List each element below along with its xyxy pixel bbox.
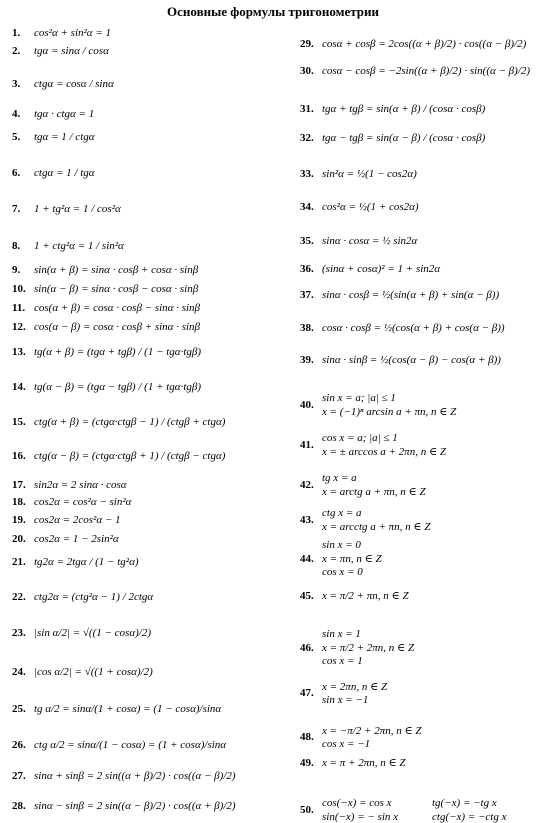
formula-number: 23. [12,627,26,639]
formula-number: 29. [300,38,314,50]
formula-text: cosα − cosβ = −2sin((α + β)/2) · sin((α − β)/2) [322,65,531,77]
formula-cell: cos(−x) = cos x [322,797,392,809]
formula-number: 40. [300,399,314,411]
formula-row [12,591,153,603]
formula-row [300,680,387,706]
formula-number: 26. [12,739,26,751]
formula-number: 11. [12,302,26,314]
formula-number: 13. [12,346,26,358]
formula-row [300,235,417,247]
formula-line: cos x = −1 [322,738,371,750]
formula-text: ctg α/2 = sinα/(1 − cosα) = (1 + cosα)/sinα [34,739,227,751]
formula-text: cos²α + sin²α = 1 [34,27,111,39]
formula-row [300,103,485,115]
formula-text: ctg(α + β) = (ctgα·ctgβ − 1) / (ctgβ + ctgα) [34,416,226,428]
equation-solution-block [322,472,426,498]
equation-solution-block [322,756,406,769]
formula-number: 48. [300,731,314,743]
formula-row [12,283,198,295]
formula-row [300,263,440,275]
formula-row [12,533,119,545]
formula-text: tg2α = 2tgα / (1 − tg²α) [34,556,139,568]
formula-number: 38. [300,322,314,334]
formula-text: 1 + ctg²α = 1 / sin²α [34,240,124,252]
formula-text: tgα − tgβ = sin(α − β) / (cosα · cosβ) [322,132,486,144]
formula-number: 20. [12,533,26,545]
formula-cell: tg(−x) = −tg x [432,797,497,809]
page-title: Основные формулы тригонометрии [167,4,379,19]
formula-row [12,381,201,393]
formula-number: 18. [12,496,26,508]
formula-text: cos2α = cos²α − sin²α [34,496,132,508]
formula-row [300,392,456,418]
formula-text: tgα · ctgα = 1 [34,108,95,120]
formula-number: 47. [300,687,314,699]
formula-number: 22. [12,591,26,603]
formula-text: sin(α − β) = sinα · cosβ − cosα · sinβ [34,283,199,295]
formula-text: 1 + tg²α = 1 / cos²α [34,203,121,215]
formula-row [300,756,406,769]
formula-line: sin x = a; |a| ≤ 1 [322,392,396,404]
equation-solution-block [322,432,446,458]
formula-number: 46. [300,641,314,654]
formula-row [12,666,153,678]
formula-number: 50. [300,804,314,816]
formula-row [300,724,422,750]
formula-text: |cos α/2| = √((1 + cosα)/2) [34,666,153,678]
equation-solution-block [322,392,456,418]
formula-number: 31. [300,103,314,115]
formula-row [300,322,505,334]
formula-line: x = π + 2πn, n ∈ Z [322,757,406,769]
formula-text: cos2α = 1 − 2sin²α [34,533,119,545]
formula-number: 10. [12,283,26,295]
formula-row [12,416,225,428]
formula-number: 30. [300,65,314,77]
formula-number: 32. [300,132,314,144]
formula-text: sinα · cosα = ½ sin2α [322,235,418,247]
formula-number: 3. [12,78,21,90]
formula-text: tgα = sinα / cosα [34,45,109,57]
equation-solution-block [322,628,414,667]
formula-number: 45. [300,589,314,602]
formula-row [12,627,151,639]
formula-number: 6. [12,167,21,179]
formula-cell: sin(−x) = − sin x [322,811,399,823]
formula-text: (sinα + cosα)² = 1 + sin2α [322,263,441,275]
formula-row [12,321,200,333]
formula-number: 28. [12,800,26,812]
formula-row [12,496,131,508]
formula-row [300,201,419,213]
formula-line: x = (−1)ⁿ arcsin a + πn, n ∈ Z [322,406,457,418]
formula-cell: ctg(−x) = −ctg x [432,811,507,823]
formula-number: 9. [12,264,21,276]
formula-line: x = πn, n ∈ Z [322,553,382,565]
formula-row [300,65,530,77]
formula-row [300,589,409,602]
formula-text: cos(α + β) = cosα · cosβ − sinα · sinβ [34,302,201,314]
formula-row [12,131,95,143]
formula-line: x = arcctg a + πn, n ∈ Z [322,521,431,533]
formula-row [12,45,109,57]
equation-solution-block [322,724,422,750]
formula-text: sinα · sinβ = ½(cos(α − β) − cos(α + β)) [322,354,501,366]
formula-row [300,132,485,144]
formula-text: ctgα = cosα / sinα [34,78,114,90]
formula-number: 39. [300,354,314,366]
formula-number: 24. [12,666,26,678]
formula-number: 37. [300,289,314,301]
formula-row [300,38,526,50]
formula-text: tg(α + β) = (tgα + tgβ) / (1 − tgα·tgβ) [34,346,202,358]
formula-row [12,703,221,715]
formula-number: 34. [300,201,314,213]
formula-number: 17. [12,479,26,491]
formula-line: x = π/2 + 2πn, n ∈ Z [322,642,415,654]
formula-row [300,168,417,180]
formula-text: sinα − sinβ = 2 sin((α − β)/2) · cos((α + β)/2) [34,800,236,812]
formula-row [300,539,382,578]
formula-number: 33. [300,168,314,180]
formula-number: 16. [12,450,26,462]
formula-number: 8. [12,240,21,252]
formula-number: 15. [12,416,26,428]
formula-text: tg(α − β) = (tgα − tgβ) / (1 + tgα·tgβ) [34,381,202,393]
formula-text: sin(α + β) = sinα · cosβ + cosα · sinβ [34,264,199,276]
formula-row [12,770,236,782]
formula-line: cos x = 1 [322,655,363,667]
formula-number: 14. [12,381,26,393]
formula-row [12,556,139,568]
equation-solution-block [322,589,409,602]
formula-text: |sin α/2| = √((1 − cosα)/2) [34,627,151,639]
formula-row [300,628,414,667]
formula-text: ctgα = 1 / tgα [34,167,95,179]
formula-text: ctg2α = (ctg²α − 1) / 2ctgα [34,591,154,603]
formula-text: sinα + sinβ = 2 sin((α + β)/2) · cos((α − β)/2) [34,770,236,782]
formula-line: tg x = a [322,472,357,484]
formula-number: 12. [12,321,26,333]
formula-line: x = 2πn, n ∈ Z [322,681,388,693]
formula-number: 4. [12,108,21,120]
formula-text: cosα · cosβ = ½(cos(α + β) + cos(α − β)) [322,322,505,334]
formula-row [12,203,121,215]
formula-line: cos x = a; |a| ≤ 1 [322,432,398,444]
formula-row [12,78,114,90]
formula-number: 25. [12,703,26,715]
formula-number: 1. [12,27,21,39]
parity-formulas-grid [322,797,507,823]
formula-number: 43. [300,514,314,526]
formula-row [12,514,121,526]
formula-number: 19. [12,514,26,526]
formula-number: 5. [12,131,21,143]
formula-row [300,507,430,533]
formula-text: tg α/2 = sinα/(1 + cosα) = (1 − cosα)/sinα [34,703,222,715]
formula-row [12,346,201,358]
formula-number: 7. [12,203,21,215]
formula-number: 36. [300,263,314,275]
formula-text: cos2α = 2cos²α − 1 [34,514,121,526]
equation-solution-block [322,680,387,706]
formula-text: tgα + tgβ = sin(α + β) / (cosα · cosβ) [322,103,486,115]
formula-text: cos²α = ½(1 + cos2α) [322,201,419,213]
formula-row [12,108,94,120]
formula-text: ctg(α − β) = (ctgα·ctgβ + 1) / (ctgβ − ctgα) [34,450,226,462]
formula-line: x = −π/2 + 2πn, n ∈ Z [322,725,422,737]
formula-row [12,450,225,462]
formula-row [12,800,236,812]
formula-line: sin x = 1 [322,628,361,640]
formula-number: 2. [12,45,21,57]
formula-line: sin x = −1 [322,694,369,706]
formula-row [12,739,226,751]
formula-number: 21. [12,556,26,568]
formula-text: cos(α − β) = cosα · cosβ + sinα · sinβ [34,321,201,333]
formula-row [12,479,127,491]
formula-text: sin²α = ½(1 − cos2α) [322,168,417,180]
formula-row [12,167,95,179]
formula-row [300,797,507,823]
formula-number: 49. [300,756,314,769]
formula-row [12,302,200,314]
formula-line: ctg x = a [322,507,362,519]
formula-row [300,472,426,498]
formula-line: sin x = 0 [322,539,361,551]
formula-text: cosα + cosβ = 2cos((α + β)/2) · cos((α − β)/2) [322,38,527,50]
formula-row [300,289,499,301]
equation-solution-block [322,507,430,533]
equation-solution-block [322,539,382,578]
formula-row [300,432,446,458]
formula-row [12,264,198,276]
formula-number: 42. [300,479,314,491]
formula-row [300,354,501,366]
formula-text: sinα · cosβ = ½(sin(α + β) + sin(α − β)) [322,289,500,301]
formula-text: tgα = 1 / ctgα [34,131,95,143]
formula-line: x = π/2 + πn, n ∈ Z [322,590,409,602]
formula-number: 27. [12,770,26,782]
formula-line: x = arctg a + πn, n ∈ Z [322,486,426,498]
formula-line: x = ± arccos a + 2πn, n ∈ Z [322,446,446,458]
formula-row [12,240,124,252]
formula-number: 44. [300,552,314,565]
formula-row [12,27,111,39]
formula-number: 35. [300,235,314,247]
formula-line: cos x = 0 [322,566,363,578]
formula-text: sin2α = 2 sinα · cosα [34,479,127,491]
formula-number: 41. [300,439,314,451]
